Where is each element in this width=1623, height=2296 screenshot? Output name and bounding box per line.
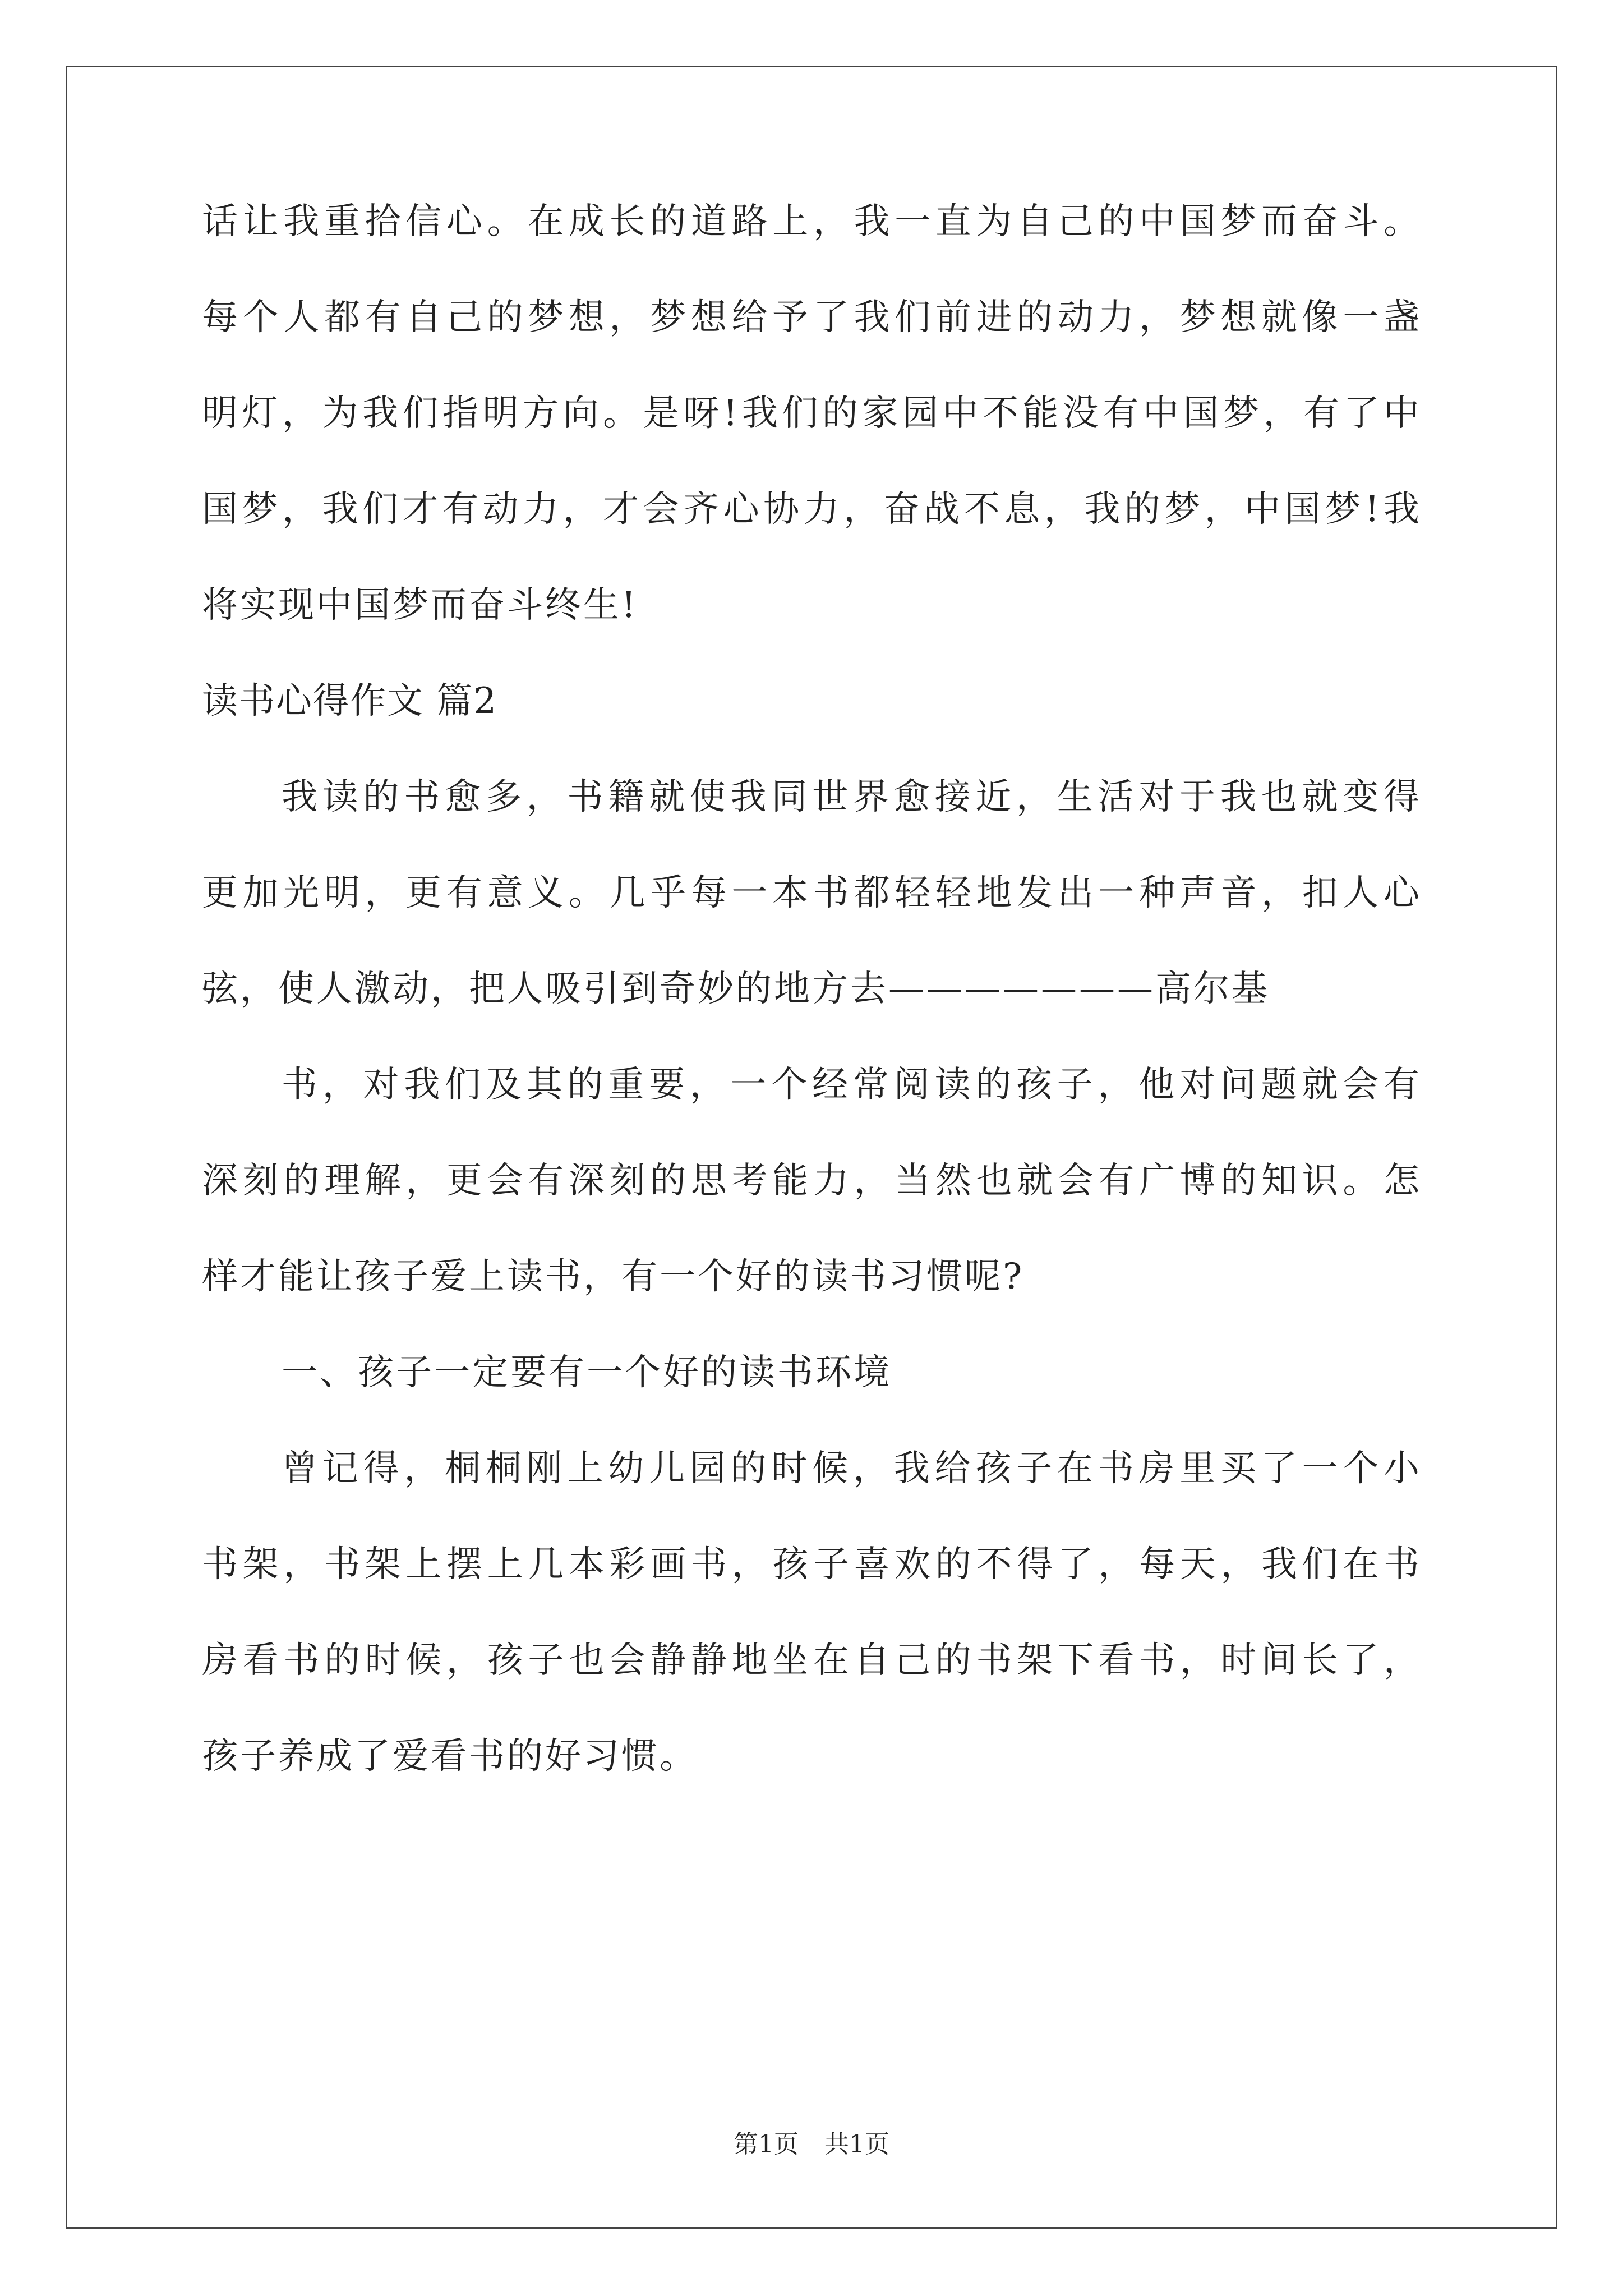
paragraph-line: 孩子养成了爱看书的好习惯。: [202, 1736, 698, 1777]
subheading-line: 一、孩子一定要有一个好的读书环境: [282, 1352, 892, 1393]
paragraph-line: 深刻的理解，更会有深刻的思考能力，当然也就会有广博的知识。怎: [202, 1160, 1422, 1202]
paragraph-line: 将实现中国梦而奋斗终生!: [202, 585, 638, 626]
paragraph-line: 书架，书架上摆上几本彩画书，孩子喜欢的不得了，每天，我们在书: [202, 1544, 1422, 1585]
page-total: 共1页: [824, 2130, 889, 2159]
paragraph-line: 明灯，为我们指明方向。是呀!我们的家园中不能没有中国梦，有了中: [202, 393, 1422, 434]
paragraph-line: 我读的书愈多，书籍就使我同世界愈接近，生活对于我也就变得: [282, 776, 1422, 818]
paragraph-line: 每个人都有自己的梦想，梦想给予了我们前进的动力，梦想就像一盏: [202, 297, 1422, 338]
paragraph-line: 国梦，我们才有动力，才会齐心协力，奋战不息，我的梦，中国梦!我: [202, 489, 1422, 530]
paragraph-line: 更加光明，更有意义。几乎每一本书都轻轻地发出一种声音，扣人心: [202, 872, 1422, 914]
page-number: 第1页: [734, 2130, 799, 2159]
paragraph-line: 样才能让孩子爱上读书，有一个好的读书习惯呢?: [202, 1256, 1025, 1297]
paragraph-line: 曾记得，桐桐刚上幼儿园的时候，我给孩子在书房里买了一个小: [282, 1448, 1422, 1489]
section-heading: 读书心得作文 篇2: [202, 680, 498, 722]
paragraph-line: 书，对我们及其的重要，一个经常阅读的孩子，他对问题就会有: [282, 1064, 1422, 1106]
paragraph-line: 弦，使人激动，把人吸引到奇妙的地方去———————高尔基: [202, 968, 1270, 1010]
document-body: [202, 199, 1422, 1830]
paragraph-line: 话让我重拾信心。在成长的道路上，我一直为自己的中国梦而奋斗。: [202, 201, 1422, 242]
paragraph-line: 房看书的时候，孩子也会静静地坐在自己的书架下看书，时间长了，: [202, 1640, 1422, 1681]
page-footer: [0, 2129, 1623, 2160]
